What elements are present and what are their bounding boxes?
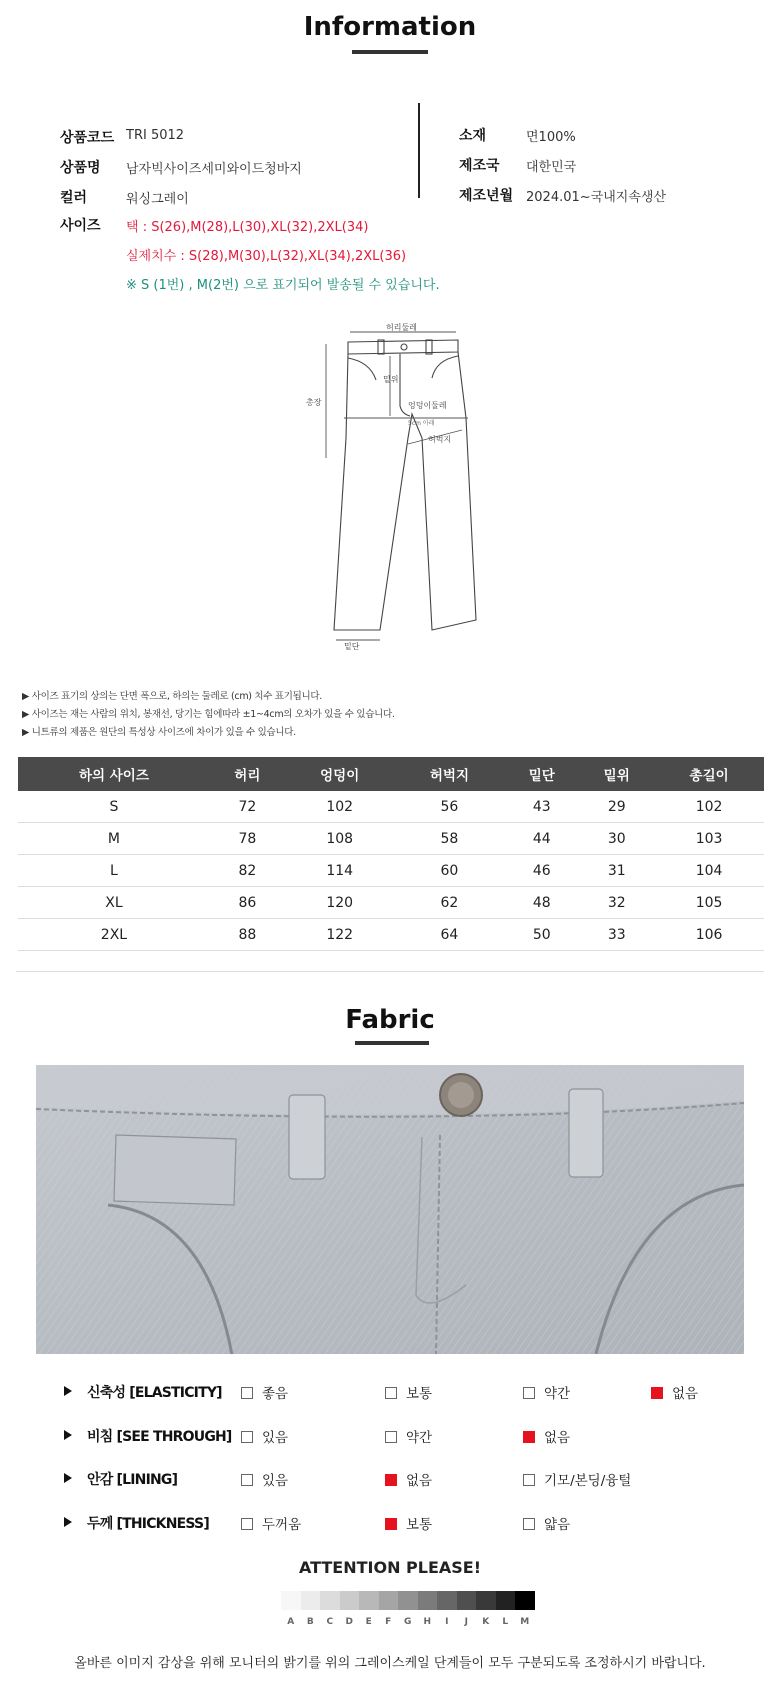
lining-option-yes[interactable] xyxy=(241,1469,288,1489)
color-label: 컬러 xyxy=(60,190,88,206)
fabric-photo xyxy=(36,1065,744,1354)
col-hem: 밑단 xyxy=(504,757,579,791)
grayscale-swatch xyxy=(301,1591,321,1610)
table-cell: 31 xyxy=(579,855,654,887)
table-cell: 86 xyxy=(210,887,285,919)
grayscale-letter: A xyxy=(287,1617,295,1627)
table-cell: 2XL xyxy=(18,919,210,951)
table-cell: 33 xyxy=(579,919,654,951)
grayscale-swatch xyxy=(437,1591,457,1610)
pants-outline xyxy=(334,352,476,630)
table-row xyxy=(18,823,764,855)
elasticity-label: 신축성 [ELASTICITY] xyxy=(87,1385,222,1401)
col-thigh: 허벅지 xyxy=(395,757,505,791)
country-value: 대한민국 xyxy=(526,160,577,175)
grayscale-swatch xyxy=(476,1591,496,1610)
product-name-value: 남자빅사이즈세미와이드청바지 xyxy=(126,162,302,177)
information-title: Information xyxy=(303,12,477,42)
table-cell: 102 xyxy=(654,791,764,823)
table-cell: XL xyxy=(18,887,210,919)
option-label: 얇음 xyxy=(544,1517,571,1533)
material-value: 면100% xyxy=(526,130,576,145)
product-code-value: TRI 5012 xyxy=(126,128,185,143)
table-cell: 104 xyxy=(654,855,764,887)
see-through-label: 비침 [SEE THROUGH] xyxy=(87,1429,232,1445)
table-cell: 108 xyxy=(285,823,395,855)
grayscale-letter: K xyxy=(482,1617,490,1627)
lining-marker-icon xyxy=(64,1473,72,1483)
checked-checkbox-icon xyxy=(651,1387,663,1399)
table-cell: 46 xyxy=(504,855,579,887)
option-label: 없음 xyxy=(672,1386,699,1402)
diagram-thigh-small-label: 5cm 아래 xyxy=(408,420,435,427)
elasticity-option-good[interactable] xyxy=(241,1382,288,1402)
table-cell: 64 xyxy=(395,919,505,951)
diagram-hem-label: 밑단 xyxy=(344,642,360,651)
elasticity-option-normal[interactable] xyxy=(385,1382,432,1402)
table-cell: L xyxy=(18,855,210,887)
grayscale-letter: F xyxy=(385,1617,392,1627)
see-through-option-yes[interactable] xyxy=(241,1426,288,1446)
grayscale-letter: I xyxy=(445,1617,449,1627)
section-divider xyxy=(16,971,764,972)
grayscale-letter: H xyxy=(423,1617,432,1627)
size-shipping-note: ※ S (1번) , M(2번) 으로 표기되어 발송될 수 있습니다. xyxy=(126,278,440,293)
table-cell: 50 xyxy=(504,919,579,951)
option-label: 좋음 xyxy=(262,1386,289,1402)
attention-message: 올바른 이미지 감상을 위해 모니터의 밝기를 위의 그레이스케일 단계들이 모두 구분되도록 조정하시기 바랍니다. xyxy=(74,1656,706,1671)
table-cell: 106 xyxy=(654,919,764,951)
size-label: 사이즈 xyxy=(60,218,101,234)
option-label: 약간 xyxy=(406,1430,433,1446)
product-code-label: 상품코드 xyxy=(60,130,115,146)
table-cell: 32 xyxy=(579,887,654,919)
checkbox-icon xyxy=(241,1518,253,1530)
table-cell: 102 xyxy=(285,791,395,823)
attention-title: ATTENTION PLEASE! xyxy=(298,1558,482,1577)
diagram-hip-label: 엉덩이둘레 xyxy=(408,401,447,410)
see-through-option-slight[interactable] xyxy=(385,1426,432,1446)
size-actual-value: 실제치수 : S(28),M(30),L(32),XL(34),2XL(36) xyxy=(126,249,407,264)
checkbox-icon xyxy=(523,1474,535,1486)
grayscale-swatch xyxy=(379,1591,399,1610)
thickness-marker-icon xyxy=(64,1517,72,1527)
table-row xyxy=(18,791,764,823)
size-tag-value: 택 : S(26),M(28),L(30),XL(32),2XL(34) xyxy=(126,220,369,235)
pants-measurement-diagram xyxy=(290,318,490,658)
size-note-3: ▶ 니트류의 제품은 원단의 특성상 사이즈에 차이가 있을 수 있습니다. xyxy=(22,727,296,738)
table-cell: 48 xyxy=(504,887,579,919)
diagram-length-label: 총장 xyxy=(306,398,322,407)
table-cell: 29 xyxy=(579,791,654,823)
fabric-title-underline xyxy=(355,1041,429,1045)
grayscale-letter: C xyxy=(326,1617,334,1627)
grayscale-swatch xyxy=(359,1591,379,1610)
option-label: 두꺼움 xyxy=(262,1517,302,1533)
table-cell: 120 xyxy=(285,887,395,919)
size-note-2: ▶ 사이즈는 재는 사람의 위치, 봉재선, 당기는 힘에따라 ±1~4cm의 오차가 있을 수 있습니다. xyxy=(22,709,395,720)
checkbox-icon xyxy=(385,1431,397,1443)
table-cell: 72 xyxy=(210,791,285,823)
checkbox-icon xyxy=(241,1431,253,1443)
checkbox-icon xyxy=(523,1387,535,1399)
col-size: 하의 사이즈 xyxy=(18,757,210,791)
grayscale-swatch xyxy=(320,1591,340,1610)
table-cell: 43 xyxy=(504,791,579,823)
option-label: 있음 xyxy=(262,1430,289,1446)
table-cell: S xyxy=(18,791,210,823)
thickness-option-thick[interactable] xyxy=(241,1513,301,1533)
diagram-thigh-label: 허벅지 xyxy=(428,435,452,444)
grayscale-letter: D xyxy=(345,1617,353,1627)
elasticity-option-slight[interactable] xyxy=(523,1382,570,1402)
grayscale-letter: B xyxy=(306,1617,314,1627)
table-row xyxy=(18,887,764,919)
table-row xyxy=(18,919,764,951)
fabric-title: Fabric xyxy=(345,1005,435,1035)
checked-checkbox-icon xyxy=(385,1474,397,1486)
table-cell: 82 xyxy=(210,855,285,887)
grayscale-swatch xyxy=(340,1591,360,1610)
checkbox-icon xyxy=(385,1387,397,1399)
size-table xyxy=(18,757,764,951)
option-label: 기모/본딩/융털 xyxy=(544,1473,632,1489)
size-note-1: ▶ 사이즈 표기의 상의는 단면 폭으로, 하의는 둘레로 (cm) 치수 표기됩니다. xyxy=(22,691,323,702)
col-hip: 엉덩이 xyxy=(285,757,395,791)
table-cell: 88 xyxy=(210,919,285,951)
size-table-header xyxy=(18,757,764,791)
grayscale-letter: J xyxy=(464,1617,468,1627)
manufacture-date-label: 제조년월 xyxy=(459,188,514,204)
table-cell: 30 xyxy=(579,823,654,855)
table-cell: 60 xyxy=(395,855,505,887)
table-cell: 103 xyxy=(654,823,764,855)
col-rise: 밑위 xyxy=(579,757,654,791)
table-cell: M xyxy=(18,823,210,855)
grayscale-letter: L xyxy=(502,1617,509,1627)
thickness-option-normal[interactable] xyxy=(385,1513,432,1533)
manufacture-date-value: 2024.01~국내지속생산 xyxy=(526,190,666,205)
table-cell: 62 xyxy=(395,887,505,919)
checked-checkbox-icon xyxy=(385,1518,397,1530)
thickness-label: 두께 [THICKNESS] xyxy=(87,1516,209,1532)
grayscale-letter: M xyxy=(520,1617,530,1627)
see-through-option-none[interactable] xyxy=(523,1426,570,1446)
checked-checkbox-icon xyxy=(523,1431,535,1443)
checkbox-icon xyxy=(523,1518,535,1530)
table-row xyxy=(18,855,764,887)
option-label: 약간 xyxy=(544,1386,571,1402)
table-cell: 44 xyxy=(504,823,579,855)
elasticity-marker-icon xyxy=(64,1386,72,1396)
material-label: 소재 xyxy=(459,128,487,144)
waistband-outline xyxy=(348,340,458,354)
table-cell: 122 xyxy=(285,919,395,951)
table-cell: 56 xyxy=(395,791,505,823)
grayscale-letter: G xyxy=(404,1617,412,1627)
information-title-underline xyxy=(352,50,428,54)
product-name-label: 상품명 xyxy=(60,160,101,176)
checkbox-icon xyxy=(241,1474,253,1486)
option-label: 없음 xyxy=(544,1430,571,1446)
country-label: 제조국 xyxy=(459,158,500,174)
elasticity-option-none[interactable] xyxy=(651,1382,698,1402)
grayscale-swatch xyxy=(418,1591,438,1610)
table-cell: 105 xyxy=(654,887,764,919)
lining-option-none[interactable] xyxy=(385,1469,432,1489)
option-label: 없음 xyxy=(406,1473,433,1489)
grayscale-swatch xyxy=(496,1591,516,1610)
option-label: 보통 xyxy=(406,1517,433,1533)
grayscale-letter: E xyxy=(365,1617,372,1627)
diagram-waist-label: 허리둘레 xyxy=(386,323,417,332)
diagram-rise-label: 밑위 xyxy=(383,375,399,384)
thickness-option-thin[interactable] xyxy=(523,1513,570,1533)
grayscale-swatch xyxy=(281,1591,301,1610)
color-value: 워싱그레이 xyxy=(126,192,189,207)
grayscale-swatch xyxy=(457,1591,477,1610)
checkbox-icon xyxy=(241,1387,253,1399)
option-label: 보통 xyxy=(406,1386,433,1402)
table-cell: 114 xyxy=(285,855,395,887)
col-waist: 허리 xyxy=(210,757,285,791)
see-through-marker-icon xyxy=(64,1430,72,1440)
table-cell: 58 xyxy=(395,823,505,855)
info-column-divider xyxy=(418,103,420,198)
col-length: 총길이 xyxy=(654,757,764,791)
grayscale-swatch xyxy=(515,1591,535,1610)
grayscale-swatch xyxy=(398,1591,418,1610)
lining-label: 안감 [LINING] xyxy=(87,1472,178,1488)
table-cell: 78 xyxy=(210,823,285,855)
lining-option-brushed[interactable] xyxy=(523,1469,631,1489)
option-label: 있음 xyxy=(262,1473,289,1489)
